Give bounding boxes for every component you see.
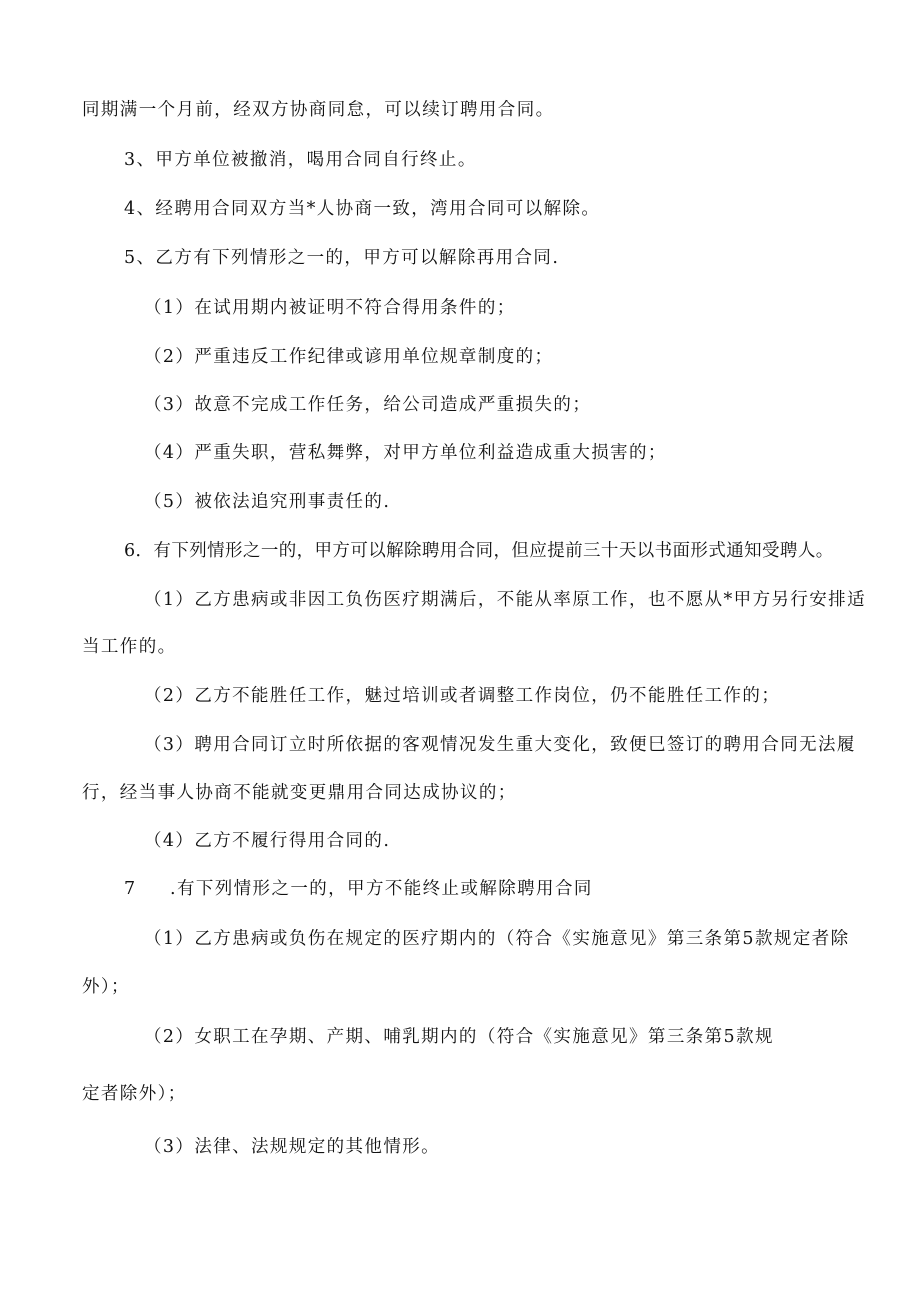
clause-7-item-1: （1）乙方患病或负伤在规定的医疗期内的（符合《实施意见》第三条第5款规定者除: [144, 929, 850, 949]
clause-7-text: .有下列情形之一的，甲方不能终止或解除聘用合同: [170, 879, 593, 899]
clause-5-item-1: （1）在试用期内被证明不符合得用条件的；: [144, 298, 516, 318]
clause-7: [124, 877, 593, 901]
clause-7-number: 7: [124, 879, 137, 899]
clause-6: 6．有下列情形之一的，甲方可以解除聘用合同，但应提前三十天以书面形式通知受聘人。: [124, 541, 834, 561]
paragraph-line: 同期满一个月前，经双方协商同怠，可以续订聘用合同。: [82, 100, 555, 120]
clause-5-item-2: （2）严重违反工作纪律或谚用单位规章制度的；: [144, 347, 554, 367]
clause-6-item-1: （1）乙方患病或非因工负伤医疗期满后，不能从率原工作，也不愿从*甲方另行安排适: [144, 590, 866, 610]
clause-5-item-4: （4）严重失职，营私舞弊，对甲方单位利益造成重大损害的；: [144, 443, 667, 463]
clause-5-item-3: （3）故意不完成工作任务，给公司造成严重损失的；: [144, 395, 592, 415]
clause-5-item-5: （5）被依法追究刑事责任的.: [144, 492, 391, 512]
clause-7-item-1-continued: 外）；: [82, 977, 130, 997]
clause-5: 5、乙方有下列情形之一的，甲方可以解除再用合同.: [124, 248, 560, 268]
clause-6-item-2: （2）乙方不能胜任工作，魅过培训或者调整工作岗位，仍不能胜任工作的；: [144, 686, 781, 706]
clause-3: 3、甲方单位被撤消，喝用合同自行终止。: [124, 150, 477, 170]
clause-7-item-2-continued: 定者除外）；: [82, 1084, 187, 1104]
clause-6-item-3-continued: 行，经当事人协商不能就变更鼎用合同达成协议的；: [82, 783, 517, 803]
clause-7-item-2: （2）女职工在孕期、产期、哺乳期内的（符合《实施意见》第三条第5款规: [144, 1027, 774, 1047]
clause-6-item-4: （4）乙方不履行得用合同的.: [144, 831, 391, 851]
clause-7-item-3: （3）法律、法规规定的其他情形。: [144, 1137, 441, 1157]
clause-4: 4、经聘用合同双方当*人协商一致，湾用合同可以解除。: [124, 199, 601, 219]
clause-6-item-1-continued: 当工作的。: [82, 637, 177, 657]
clause-6-item-3: （3）聘用合同订立时所依据的客观情况发生重大变化，致便巳签订的聘用合同无法履: [144, 735, 856, 755]
